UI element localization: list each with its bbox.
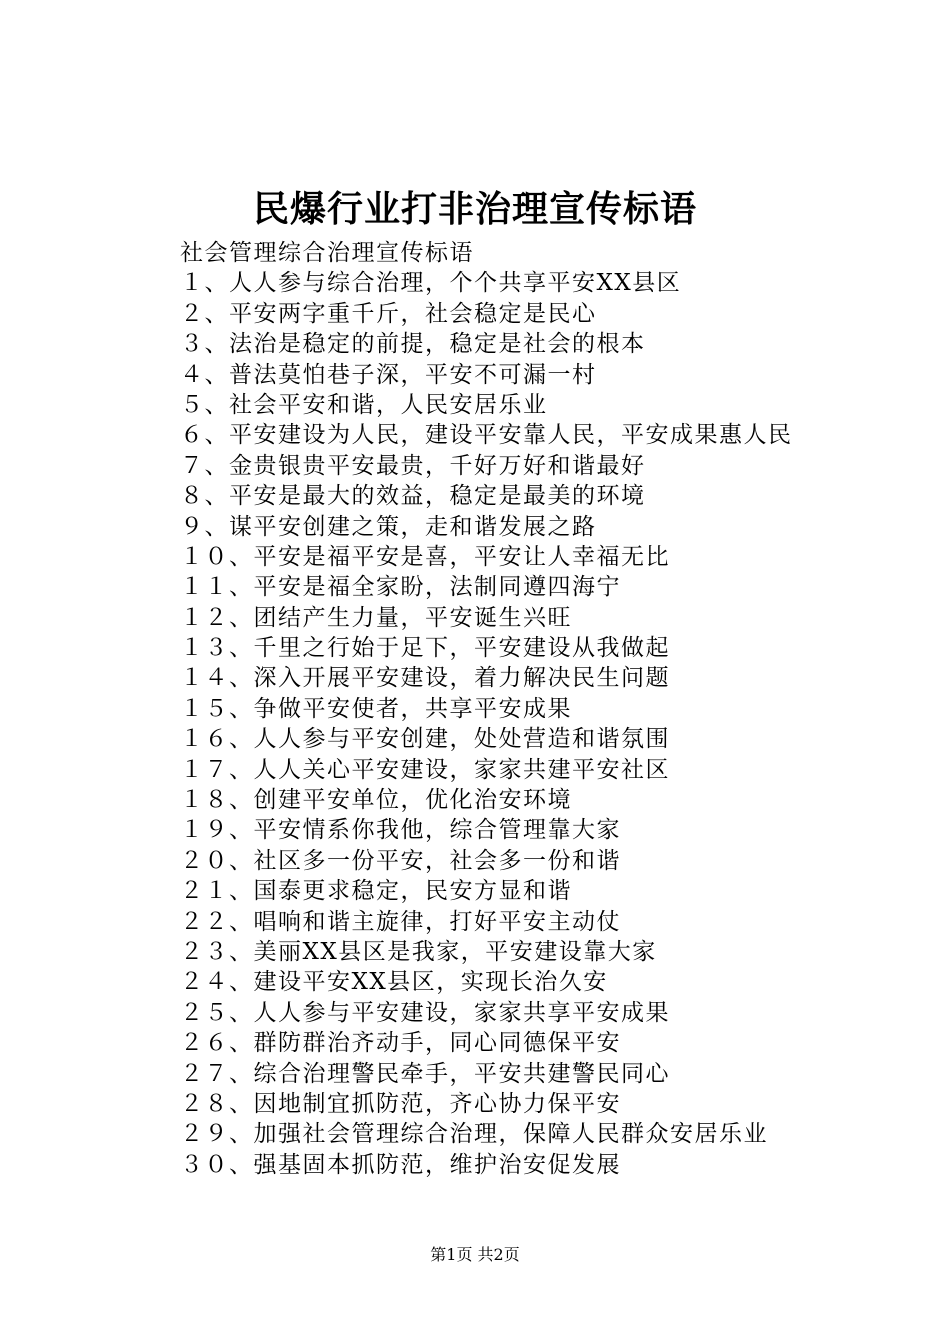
slogan-item: ２、平安两字重千斤，社会稳定是民心 — [180, 300, 597, 327]
slogan-item: ４、普法莫怕巷子深，平安不可漏一村 — [180, 361, 597, 388]
document-title: 民爆行业打非治理宣传标语 — [252, 188, 697, 230]
slogan-item: １９、平安情系你我他，综合管理靠大家 — [180, 817, 621, 844]
document-subtitle: 社会管理综合治理宣传标语 — [180, 240, 474, 266]
slogan-item: １、人人参与综合治理，个个共享平安XX县区 — [180, 270, 682, 297]
slogan-item: ６、平安建设为人民，建设平安靠人民，平安成果惠人民 — [180, 422, 793, 449]
page-footer: 第1页 共2页 — [430, 1245, 520, 1264]
slogan-item: １４、深入开展平安建设，着力解决民生问题 — [180, 665, 670, 692]
slogan-item: １７、人人关心平安建设，家家共建平安社区 — [180, 756, 670, 783]
slogan-item: ２３、美丽XX县区是我家，平安建设靠大家 — [180, 938, 657, 965]
slogan-list — [180, 268, 840, 1180]
slogan-item: ２７、综合治理警民牵手，平安共建警民同心 — [180, 1060, 670, 1087]
slogan-item: ５、社会平安和谐，人民安居乐业 — [180, 391, 548, 418]
slogan-item: ２２、唱响和谐主旋律，打好平安主动仗 — [180, 908, 621, 935]
slogan-item: １３、千里之行始于足下，平安建设从我做起 — [180, 635, 670, 662]
slogan-item: ３、法治是稳定的前提，稳定是社会的根本 — [180, 331, 646, 358]
slogan-item: １０、平安是福平安是喜，平安让人幸福无比 — [180, 543, 670, 570]
slogan-item: １８、创建平安单位，优化治安环境 — [180, 787, 572, 814]
slogan-item: ３０、强基固本抓防范，维护治安促发展 — [180, 1151, 621, 1178]
slogan-item: ７、金贵银贵平安最贵，千好万好和谐最好 — [180, 452, 646, 479]
slogan-item: １１、平安是福全家盼，法制同遵四海宁 — [180, 574, 621, 601]
slogan-item: ９、谋平安创建之策，走和谐发展之路 — [180, 513, 597, 540]
slogan-item: ２５、人人参与平安建设，家家共享平安成果 — [180, 999, 670, 1026]
slogan-item: ２１、国泰更求稳定，民安方显和谐 — [180, 878, 572, 905]
slogan-item: ２６、群防群治齐动手，同心同德保平安 — [180, 1030, 621, 1057]
slogan-item: ２０、社区多一份平安，社会多一份和谐 — [180, 847, 621, 874]
slogan-item: １５、争做平安使者，共享平安成果 — [180, 695, 572, 722]
slogan-item: １６、人人参与平安创建，处处营造和谐氛围 — [180, 726, 670, 753]
document-body — [180, 238, 840, 1180]
slogan-item: ８、平安是最大的效益，稳定是最美的环境 — [180, 483, 646, 510]
slogan-item: ２８、因地制宜抓防范，齐心协力保平安 — [180, 1090, 621, 1117]
slogan-item: ２４、建设平安XX县区，实现长治久安 — [180, 969, 608, 996]
slogan-item: １２、团结产生力量，平安诞生兴旺 — [180, 604, 572, 631]
slogan-item: ２９、加强社会管理综合治理，保障人民群众安居乐业 — [180, 1121, 768, 1148]
